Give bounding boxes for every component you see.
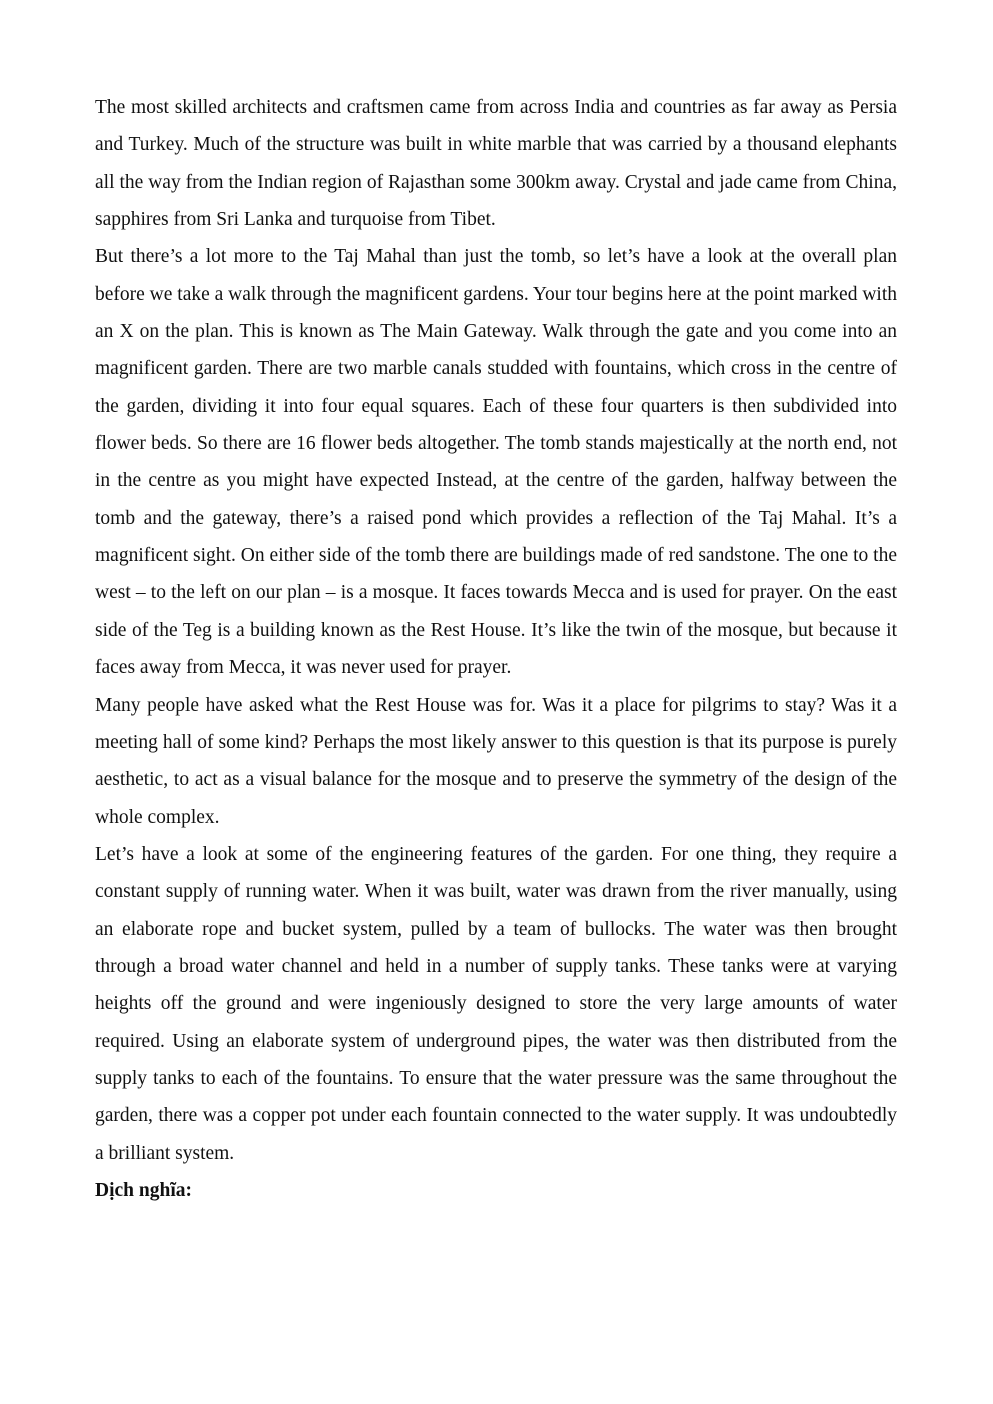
paragraph-engineering: Let’s have a look at some of the engineering features of the garden. For one thing, they require a constant supply of running water. When it was built, water was drawn from the river manually, using an elaborate rope and bucket system, pulled by a team of bullocks. The water was then brought through a broad water channel and held in a number of supply tanks. These tanks were at varying heights off the ground and were ingeniously designed to store the very large amounts of water required. Using an elaborate system of underground pipes, the water was then distributed from the supply tanks to each of the fountains. To ensure that the water pressure was the same throughout the garden, there was a copper pot under each fountain connected to the water supply. It was undoubtedly a brilliant system.	[95, 843, 897, 1164]
paragraph-materials: The most skilled architects and craftsmen came from across India and countries as far away as Persia and Turkey. Much of the structure was built in white marble that was carried by a thousand elephants all the way from the Indian region of Rajasthan some 300km away. Crystal and jade came from China, sapphires from Sri Lanka and turquoise from Tibet.	[95, 97, 897, 231]
document-page	[95, 89, 897, 1209]
translation-heading: Dịch nghĩa:	[95, 1179, 192, 1201]
paragraph-rest-house: Many people have asked what the Rest House was for. Was it a place for pilgrims to stay? Was it a meeting hall of some kind? Perhaps the most likely answer to this question is that its purpose is purely aesthetic, to act as a visual balance for the mosque and to preserve the symmetry of the design of the whole complex.	[95, 694, 897, 828]
paragraph-garden-plan: But there’s a lot more to the Taj Mahal than just the tomb, so let’s have a look at the overall plan before we take a walk through the magnificent gardens. Your tour begins here at the point marked with an X on the plan. This is known as The Main Gateway. Walk through the gate and you come into an magnificent garden. There are two marble canals studded with fountains, which cross in the centre of the garden, dividing it into four equal squares. Each of these four quarters is then subdivided into flower beds. So there are 16 flower beds altogether. The tomb stands majestically at the north end, not in the centre as you might have expected Instead, at the centre of the garden, halfway between the tomb and the gateway, there’s a raised pond which provides a reflection of the Taj Mahal. It’s a magnificent sight. On either side of the tomb there are buildings made of red sandstone. The one to the west – to the left on our plan – is a mosque. It faces towards Mecca and is used for prayer. On the east side of the Teg is a building known as the Rest House. It’s like the twin of the mosque, but because it faces away from Mecca, it was never used for prayer.	[95, 246, 897, 679]
